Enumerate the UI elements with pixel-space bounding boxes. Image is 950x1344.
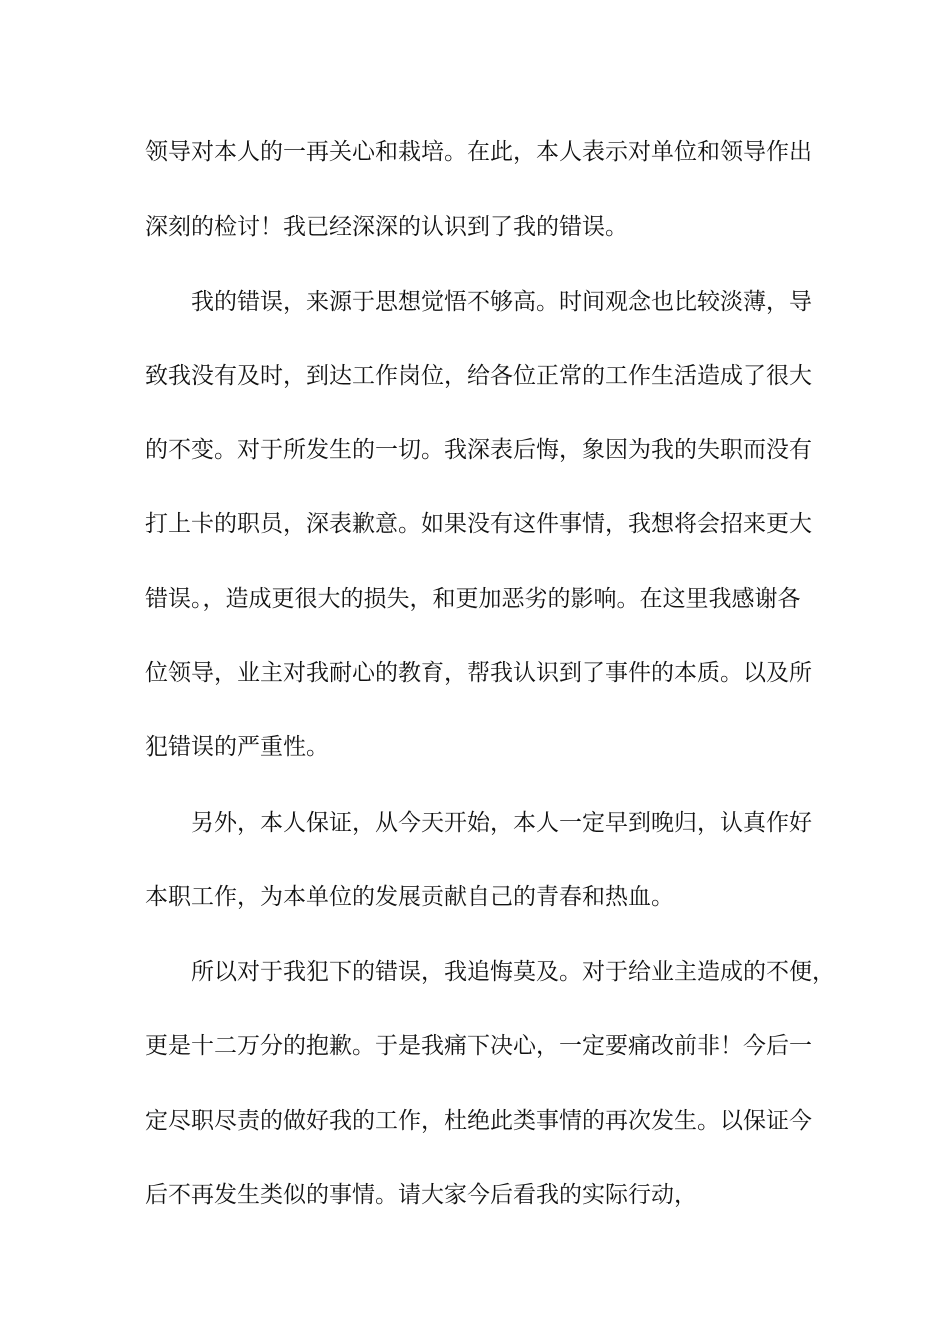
paragraph-start-line: 另外，本人保证，从今天开始，本人一定早到晚归，认真作好 (191, 810, 812, 836)
text-line: 定尽职尽责的做好我的工作，杜绝此类事情的再次发生。以保证今 (145, 1108, 812, 1134)
text-line: 错误。，造成更很大的损失，和更加恶劣的影响。在这里我感谢各 (145, 586, 801, 612)
text-line: 的不变。对于所发生的一切。我深表后悔，象因为我的失职而没有 (145, 437, 812, 463)
text-line: 本职工作，为本单位的发展贡献自己的青春和热血。 (145, 884, 674, 910)
text-line: 领导对本人的一再关心和栽培。在此，本人表示对单位和领导作出 (145, 139, 812, 165)
paragraph-start-line: 我的错误，来源于思想觉悟不够高。时间观念也比较淡薄，导 (191, 289, 812, 315)
text-line: 后不再发生类似的事情。请大家今后看我的实际行动， (145, 1182, 697, 1208)
text-line: 位领导，业主对我耐心的教育，帮我认识到了事件的本质。以及所 (145, 660, 812, 686)
text-line: 深刻的检讨！我已经深深的认识到了我的错误。 (145, 214, 628, 240)
text-line: 打上卡的职员，深表歉意。如果没有这件事情，我想将会招来更大 (145, 511, 812, 537)
text-line: 致我没有及时，到达工作岗位，给各位正常的工作生活造成了很大 (145, 363, 812, 389)
paragraph-start-line: 所以对于我犯下的错误，我追悔莫及。对于给业主造成的不便， (191, 959, 835, 985)
text-line: 更是十二万分的抱歉。于是我痛下决心，一定要痛改前非！今后一 (145, 1033, 812, 1059)
text-line: 犯错误的严重性。 (145, 734, 329, 760)
